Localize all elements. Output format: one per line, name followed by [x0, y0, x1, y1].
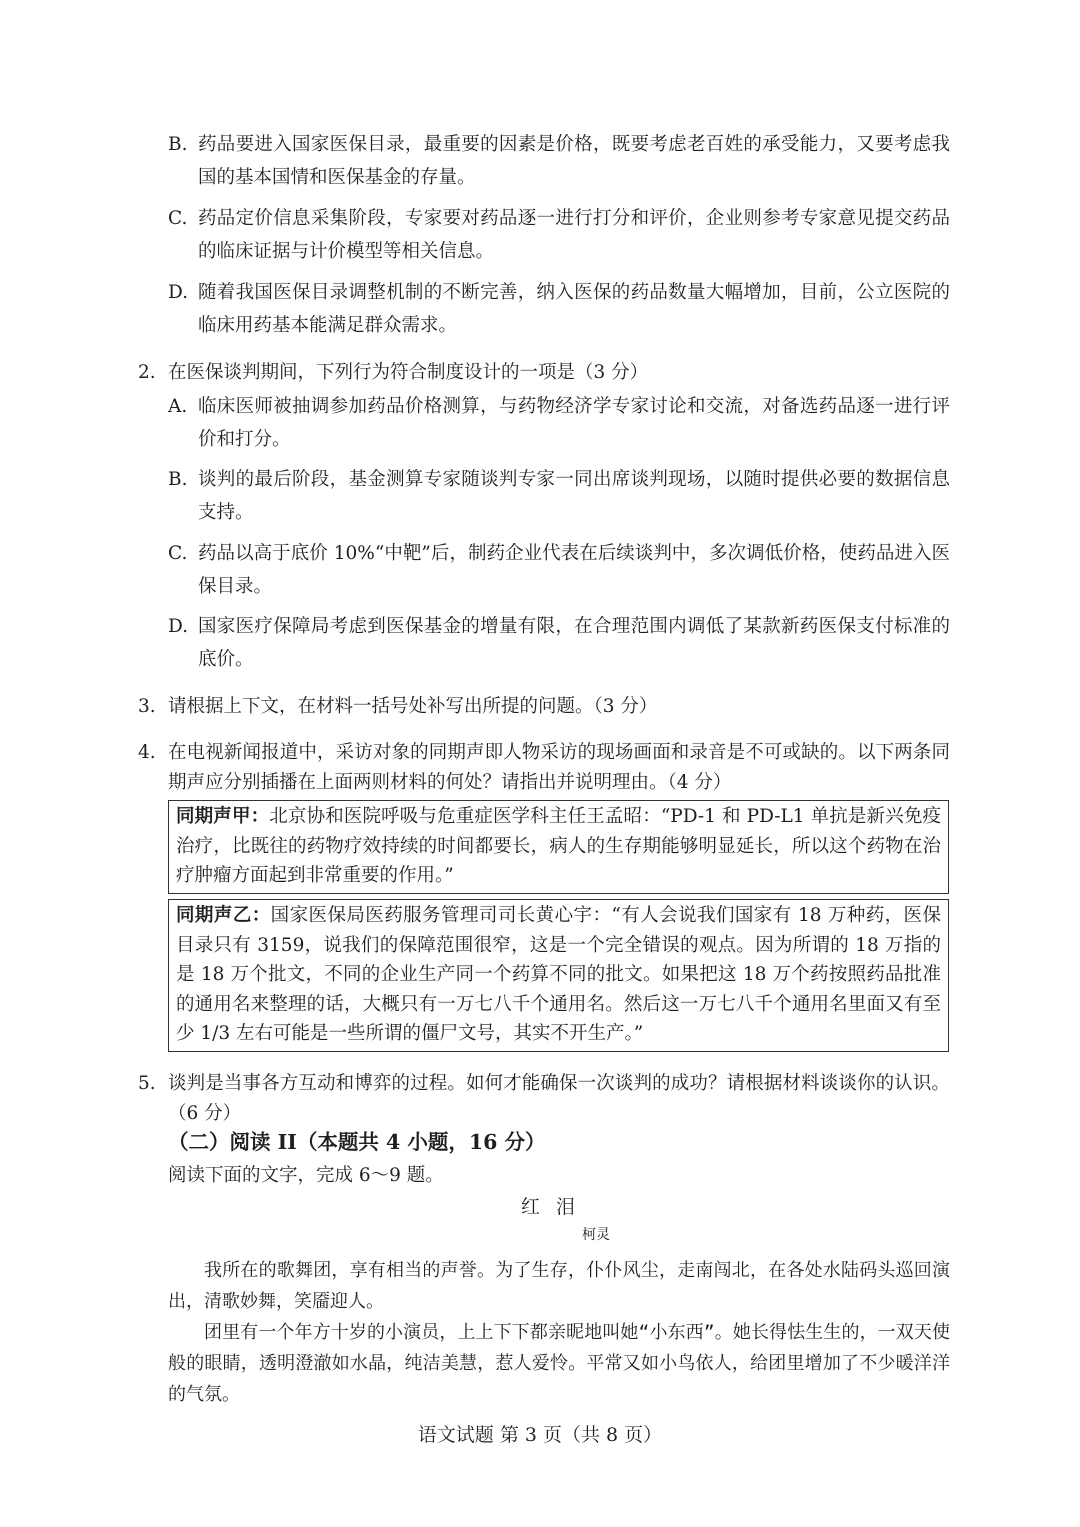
sound-bite-b-label: 同期声乙：: [176, 905, 271, 926]
question-text: 请根据上下文，在材料一括号处补写出所提的问题。（3 分）: [168, 696, 658, 717]
q2-option-a: [168, 390, 950, 456]
option-text: 国家医疗保障局考虑到医保基金的增量有限，在合理范围内调低了某款新药医保支付标准的底价。: [198, 616, 950, 670]
section-instruction: 阅读下面的文字，完成 6～9 题。: [168, 1165, 444, 1186]
option-label: D.: [168, 282, 189, 303]
q2-option-d: [168, 610, 950, 676]
option-label: C.: [168, 208, 188, 229]
question-text: 在电视新闻报道中，采访对象的同期声即人物采访的现场画面和录音是不可或缺的。以下两条同期声应分别插播在上面两则材料的何处？请指出并说明理由。（4 分）: [168, 742, 950, 793]
option-text: 药品要进入国家医保目录，最重要的因素是价格，既要考虑老百姓的承受能力，又要考虑我国的基本国情和医保基金的存量。: [198, 134, 950, 188]
story-paragraph-2: 团里有一个年方十岁的小演员，上上下下都亲昵地叫她“小东西”。她长得怯生生的，一双天使般的眼睛，透明澄澈如水晶，纯洁美慧，惹人爱怜。平常又如小鸟依人，给团里增加了不少暖洋洋的气氛。: [168, 1322, 950, 1405]
option-text: 药品以高于底价 10%“中靶”后，制药企业代表在后续谈判中，多次调低价格，使药品进入医保目录。: [198, 543, 950, 597]
question-3: [138, 692, 950, 722]
question-stem: 在医保谈判期间，下列行为符合制度设计的一项是（3 分）: [168, 362, 649, 383]
q1-option-b: [168, 128, 950, 194]
q2-option-c: [168, 537, 950, 603]
option-text: 药品定价信息采集阶段，专家要对药品逐一进行打分和评价，企业则参考专家意见提交药品的临床证据与计价模型等相关信息。: [198, 208, 950, 262]
page-footer: 语文试题 第 3 页（共 8 页）: [417, 1424, 663, 1446]
option-label: B.: [168, 469, 188, 490]
sound-bite-a-label: 同期声甲：: [176, 806, 270, 827]
sound-bite-a-text: 北京协和医院呼吸与危重症医学科主任王孟昭：“PD-1 和 PD-L1 单抗是新兴免疫治疗，比既往的药物疗效持续的时间都要长，病人的生存期能够明显延长，所以这个药物在治疗肿瘤方面起到非常重要的作用。”: [176, 806, 941, 886]
option-text: 随着我国医保目录调整机制的不断完善，纳入医保的药品数量大幅增加，目前，公立医院的临床用药基本能满足群众需求。: [198, 282, 950, 336]
story-paragraph-1: 我所在的歌舞团，享有相当的声誉。为了生存，仆仆风尘，走南闯北，在各处水陆码头巡回演出，清歌妙舞，笑靥迎人。: [168, 1260, 950, 1312]
sound-bite-b-text: 国家医保局医药服务管理司司长黄心宇：“有人会说我们国家有 18 万种药，医保目录只有 3159，说我们的保障范围很窄，这是一个完全错误的观点。因为所谓的 18 万指的是 18 万个批文，不同的企业生产同一个药算不同的批文。如果把这 18 万个药按照药品批准的通用名来整理的话，大概只有一万七八千个通用名。然后这一万七八千个通用名里面又有至少 1/3 左右可能是一些所谓的僵尸文号，其实不开生产。”: [176, 905, 941, 1044]
q1-option-d: [168, 276, 950, 342]
story-author: 柯灵: [582, 1227, 610, 1243]
option-text: 谈判的最后阶段，基金测算专家随谈判专家一同出席谈判现场，以随时提供必要的数据信息支持。: [198, 469, 950, 523]
q2-option-b: [168, 463, 950, 529]
question-number: 4.: [138, 742, 156, 763]
option-label: C.: [168, 543, 188, 564]
sound-bite-a-box: [168, 800, 949, 894]
option-label: D.: [168, 616, 189, 637]
question-4: [138, 738, 950, 798]
q1-option-c: [168, 202, 950, 268]
question-2: [138, 358, 950, 388]
option-label: A.: [168, 396, 188, 417]
option-text: 临床医师被抽调参加药品价格测算，与药物经济学专家讨论和交流，对备选药品逐一进行评价和打分。: [198, 396, 950, 450]
story-title: 红泪: [520, 1196, 591, 1218]
question-5: [138, 1069, 950, 1129]
question-text: 谈判是当事各方互动和博弈的过程。如何才能确保一次谈判的成功？请根据材料谈谈你的认识。（6 分）: [168, 1073, 950, 1124]
question-number: 2.: [138, 362, 156, 383]
sound-bite-b-box: [168, 899, 949, 1052]
question-number: 3.: [138, 696, 156, 717]
option-label: B.: [168, 134, 188, 155]
question-number: 5.: [138, 1073, 156, 1094]
section-title: （二）阅读 II（本题共 4 小题，16 分）: [168, 1130, 546, 1154]
